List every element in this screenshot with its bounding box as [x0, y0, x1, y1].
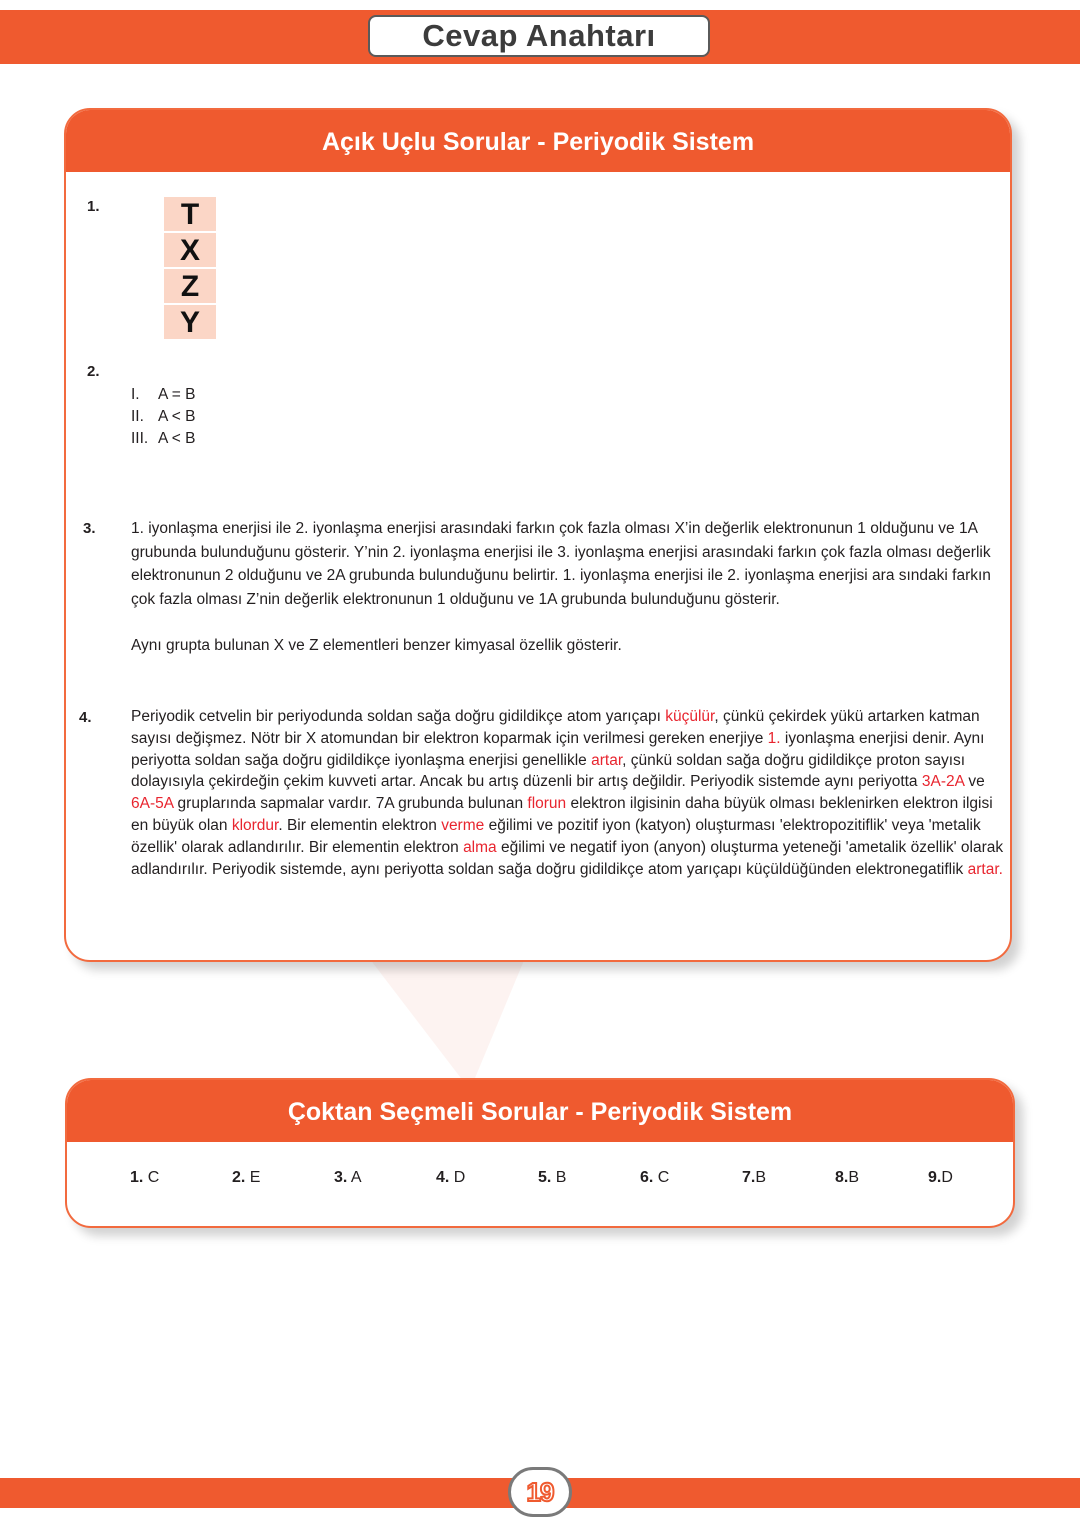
- page-number: 19: [526, 1476, 554, 1507]
- header-title-box: [368, 15, 710, 57]
- mc-answer: 4. D: [436, 1169, 466, 1186]
- page-title: Cevap Anahtarı: [422, 18, 656, 53]
- page-number-badge: [508, 1467, 572, 1517]
- multiple-choice-section-title: Çoktan Seçmeli Sorular - Periyodik Sistem: [67, 1080, 1013, 1142]
- highlight-word: verme: [441, 816, 485, 834]
- question-3-answer: [131, 517, 1007, 658]
- paragraph: 1. iyonlaşma enerjisi ile 2. iyonlaşma enerjisi arasındaki farkın çok fazla olması X’in değerlik elektronunun 1 olduğunu ve 1A grubunda bulunduğunu gösterir. Y’nin 2. iyonlaşma enerjisi ile 3. iyonlaşma enerjisi arasındaki farkın çok fazla olması değerlik elektronunun 2 olduğunu ve 2A grubunda bulunduğunu belirtir. 1. iyonlaşma enerjisi ile 2. iyonlaşma enerjisi ara sındaki farkın çok fazla olması Z’nin değerlik elektronunun 1 olduğunu ve 1A grubunda bulunduğunu gösterir.: [131, 520, 991, 608]
- question-1-number: 1.: [87, 198, 100, 215]
- element-cell: X: [164, 233, 216, 267]
- highlight-word: florun: [527, 795, 567, 813]
- highlight-word: 6A-5A: [131, 795, 174, 813]
- highlight-word: klordur: [231, 816, 279, 834]
- mc-answer: 6. C: [640, 1169, 670, 1186]
- highlight-word: artar: [591, 751, 623, 769]
- question-2-number: 2.: [87, 363, 100, 380]
- element-order-stack: [164, 197, 216, 341]
- mc-answer: 5. B: [538, 1169, 567, 1186]
- element-cell: T: [164, 197, 216, 231]
- highlight-word: küçülür: [665, 708, 715, 725]
- mc-answer: 9.D: [928, 1169, 953, 1186]
- question-3-number: 3.: [83, 520, 96, 537]
- question-4-number: 4.: [79, 709, 92, 726]
- mc-answer: 8.B: [835, 1169, 860, 1186]
- highlight-word: alma: [463, 838, 497, 856]
- open-ended-section-title: Açık Uçlu Sorular - Periyodik Sistem: [66, 110, 1010, 172]
- question-4-answer: Periyodik cetvelin bir periyodunda soldan sağa doğru gidildikçe atom yarıçapı küçülür, çünkü çekirdek yükü artarken katman sayısı değişmez. Nötr bir X atomundan bir elektron koparmak için verilmesi gereken enerjiye 1. iyonlaşma enerjisi denir. Aynı periyotta soldan sağa doğru gidildikçe iyonlaşma enerjisi genellikle artar, çünkü soldan sağa doğru gidildikçe proton sayısı dolayısıyla çekirdeğin çekim kuvveti artar. Ancak bu artış düzenli bir artış değildir. Periyodik sistemde aynı periyotta 3A-2A ve 6A-5A gruplarında sapmalar vardır. 7A grubunda bulunan florun elektron ilgisinin daha büyük olması beklenirken elektron ilgisi en büyük olan klordur. Bir elementin elektron verme eğilimi ve pozitif iyon (katyon) oluşturması 'elektropozitiflik' veya 'metalik özellik' olarak adlandırılır. Bir elementin elektron alma eğilimi ve negatif iyon (anyon) oluşturma yeteneği 'ametalik özellik' olarak adlandırılır. Periyodik sistemde, aynı periyotta soldan sağa doğru gidildikçe atom yarıçapı küçüldüğünden elektronegatiflik artar.: [131, 708, 1004, 878]
- highlight-word: artar.: [967, 860, 1003, 878]
- element-cell: Z: [164, 269, 216, 303]
- multiple-choice-section: [65, 1078, 1015, 1228]
- mc-answer: 1. C: [130, 1169, 160, 1186]
- list-item: II. A < B: [131, 408, 196, 425]
- element-cell: Y: [164, 305, 216, 339]
- list-item: III. A < B: [131, 430, 196, 447]
- highlight-word: 1.: [767, 729, 781, 747]
- mc-answer: 2. E: [232, 1169, 261, 1186]
- paragraph: Aynı grupta bulunan X ve Z elementleri benzer kimyasal özellik gösterir.: [131, 637, 622, 654]
- question-2-answers: [131, 384, 196, 450]
- highlight-word: 3A-2A: [921, 773, 965, 791]
- mc-answer: 3. A: [334, 1169, 362, 1186]
- mc-answer: 7.B: [742, 1169, 767, 1186]
- list-item: I. A = B: [131, 386, 196, 403]
